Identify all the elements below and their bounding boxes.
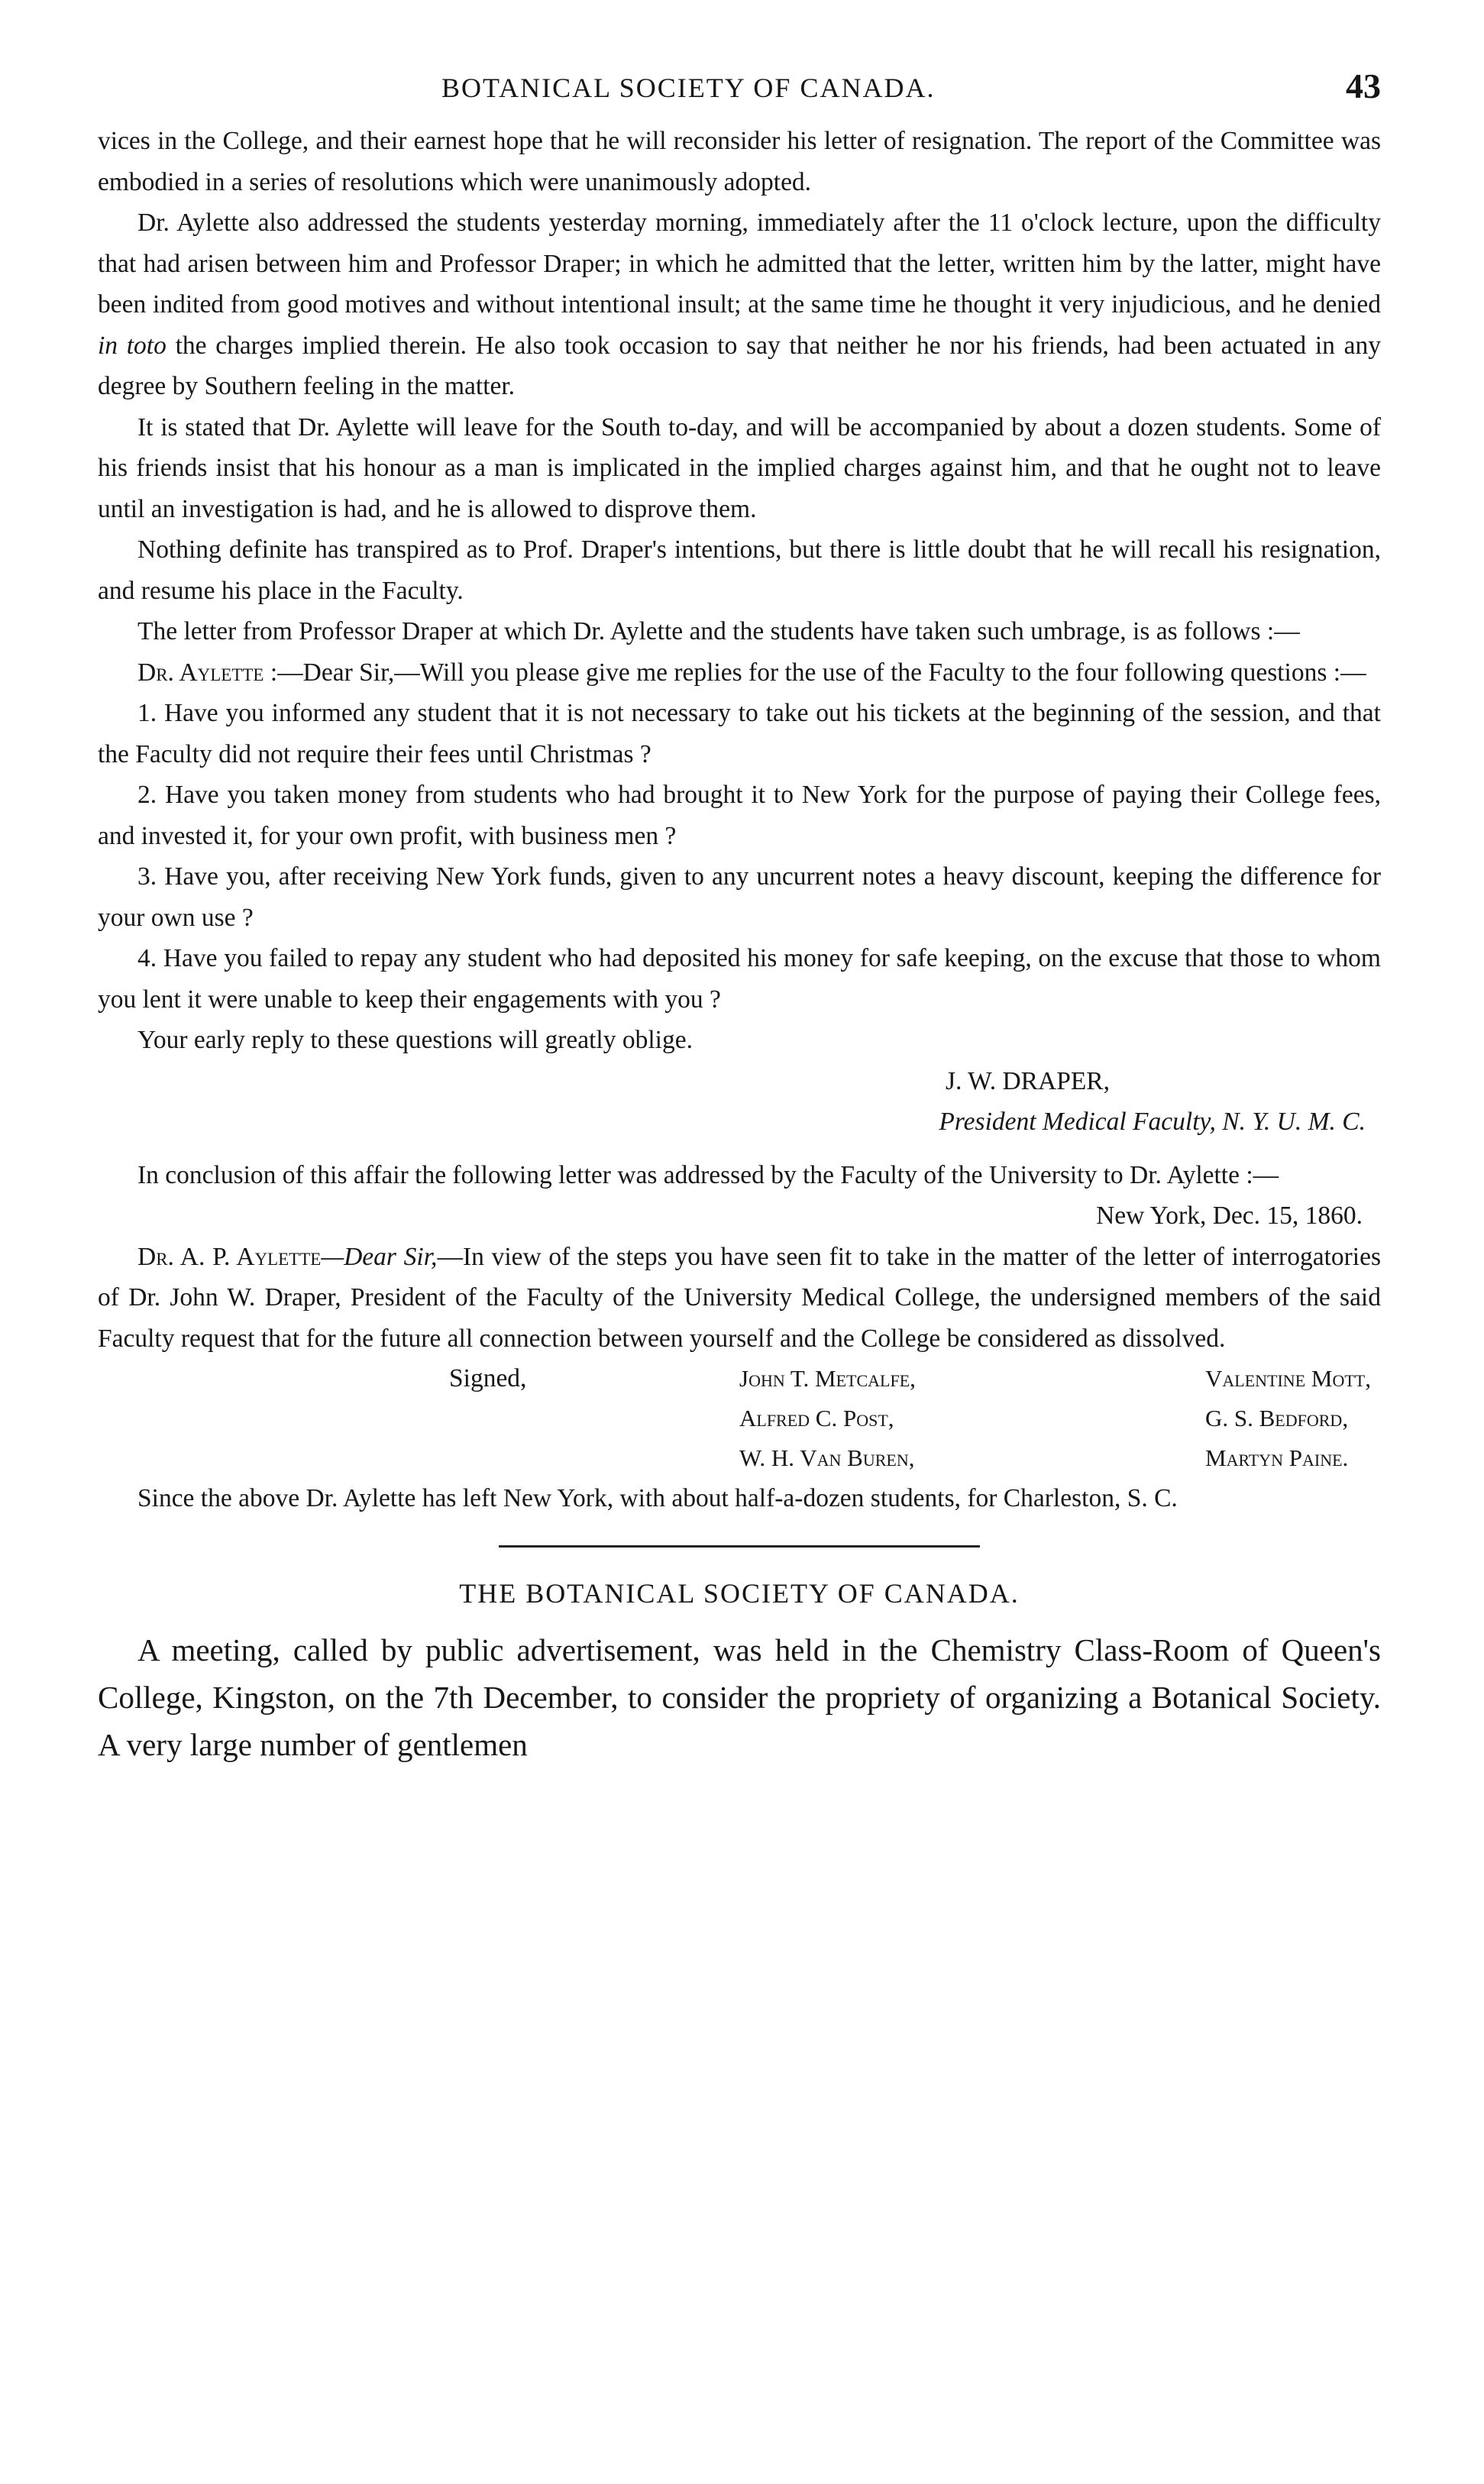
paragraph: Dr. Aylette also addressed the students yesterday morning, immediately after the 11 o'clock lecture, upon the difficulty that had arisen between him and Professor Draper; in which he admitted that the letter, written him by the latter, might have been indited from good motives and without intentional insult; at the same time he thought it very injudicious, and he denied in toto the charges implied therein. He also took occasion to say that neither he nor his friends, had been actuated in any degree by Southern feeling in the matter.: [98, 209, 1381, 400]
page-header: [98, 66, 1381, 121]
signature-name: J. W. DRAPER,: [946, 1066, 1111, 1095]
paragraph: vices in the College, and their earnest hope that he will reconsider his letter of resignation. The report of the Committee was embodied in a series of resolutions which were unanimously adopted.: [98, 127, 1381, 196]
signed-label: Signed,: [449, 1364, 527, 1392]
section-opening-paragraph: A meeting, called by public advertisement, was held in the Chemistry Class-Room of Queen's College, Kingston, on the 7th December, to consider the propriety of organizing a Botanical Society. A very large number of gentlemen: [98, 1632, 1381, 1762]
running-head: BOTANICAL SOCIETY OF CANADA.: [441, 73, 936, 103]
paragraph: It is stated that Dr. Aylette will leave for the South to-day, and will be accompanied by about a dozen students. Some of his friends insist that his honour as a man is implicated in the implied charges against him, and that he ought not to leave until an investigation is had, and he is allowed to disprove them.: [98, 412, 1381, 523]
paragraph: Since the above Dr. Aylette has left New York, with about half-a-dozen students, for Charleston, S. C.: [137, 1484, 1178, 1512]
signature-title: President Medical Faculty, N. Y. U. M. C.: [939, 1108, 1366, 1136]
document-page: [98, 66, 1381, 1768]
dateline: New York, Dec. 15, 1860.: [1096, 1202, 1363, 1230]
signatories: [449, 1359, 1381, 1478]
letter-body: Dr. A. P. Aylette—Dear Sir,—In view of the steps you have seen fit to take in the matter of the letter of interrogatories of Dr. John W. Draper, President of the Faculty of the University Medical College, the undersigned members of the said Faculty request that for the future all connection between yourself and the College be considered as dissolved.: [98, 1242, 1381, 1353]
signer: G. S. Bedford,: [1205, 1405, 1349, 1431]
question-item: 2. Have you taken money from students who had brought it to New York for the purpose of paying their College fees, and invested it, for your own profit, with business men ?: [98, 781, 1381, 850]
question-item: 1. Have you informed any student that it is not necessary to take out his tickets at the beginning of the session, and that the Faculty did not require their fees until Christmas ?: [98, 699, 1381, 768]
section-title: THE BOTANICAL SOCIETY OF CANADA.: [459, 1577, 1020, 1609]
page-number: 43: [1346, 66, 1381, 105]
paragraph: The letter from Professor Draper at which Dr. Aylette and the students have taken such umbrage, is as follows :—: [137, 617, 1300, 645]
article-body: [98, 121, 1381, 1768]
signer: John T. Metcalfe,: [739, 1365, 916, 1392]
signer: Valentine Mott,: [1205, 1365, 1371, 1392]
letter-salutation: Dr. Aylette :—Dear Sir,—Will you please give me replies for the use of the Faculty to the four following questions :—: [137, 658, 1366, 687]
italic-phrase: in toto: [98, 331, 167, 360]
signer: Martyn Paine.: [1205, 1444, 1349, 1471]
signer: W. H. Van Buren,: [739, 1444, 915, 1471]
question-item: 4. Have you failed to repay any student who had deposited his money for safe keeping, on the excuse that those to whom you lent it were unable to keep their engagements with you ?: [98, 944, 1381, 1014]
signer: Alfred C. Post,: [739, 1405, 894, 1431]
question-item: 3. Have you, after receiving New York funds, given to any uncurrent notes a heavy discount, keeping the difference for your own use ?: [98, 862, 1381, 932]
letter-closing: Your early reply to these questions will greatly oblige.: [137, 1026, 693, 1054]
section-divider: [499, 1545, 980, 1548]
paragraph: In conclusion of this affair the following letter was addressed by the Faculty of the University to Dr. Aylette :—: [137, 1160, 1279, 1189]
paragraph: Nothing definite has transpired as to Prof. Draper's intentions, but there is little doubt that he will recall his resignation, and resume his place in the Faculty.: [98, 535, 1381, 605]
